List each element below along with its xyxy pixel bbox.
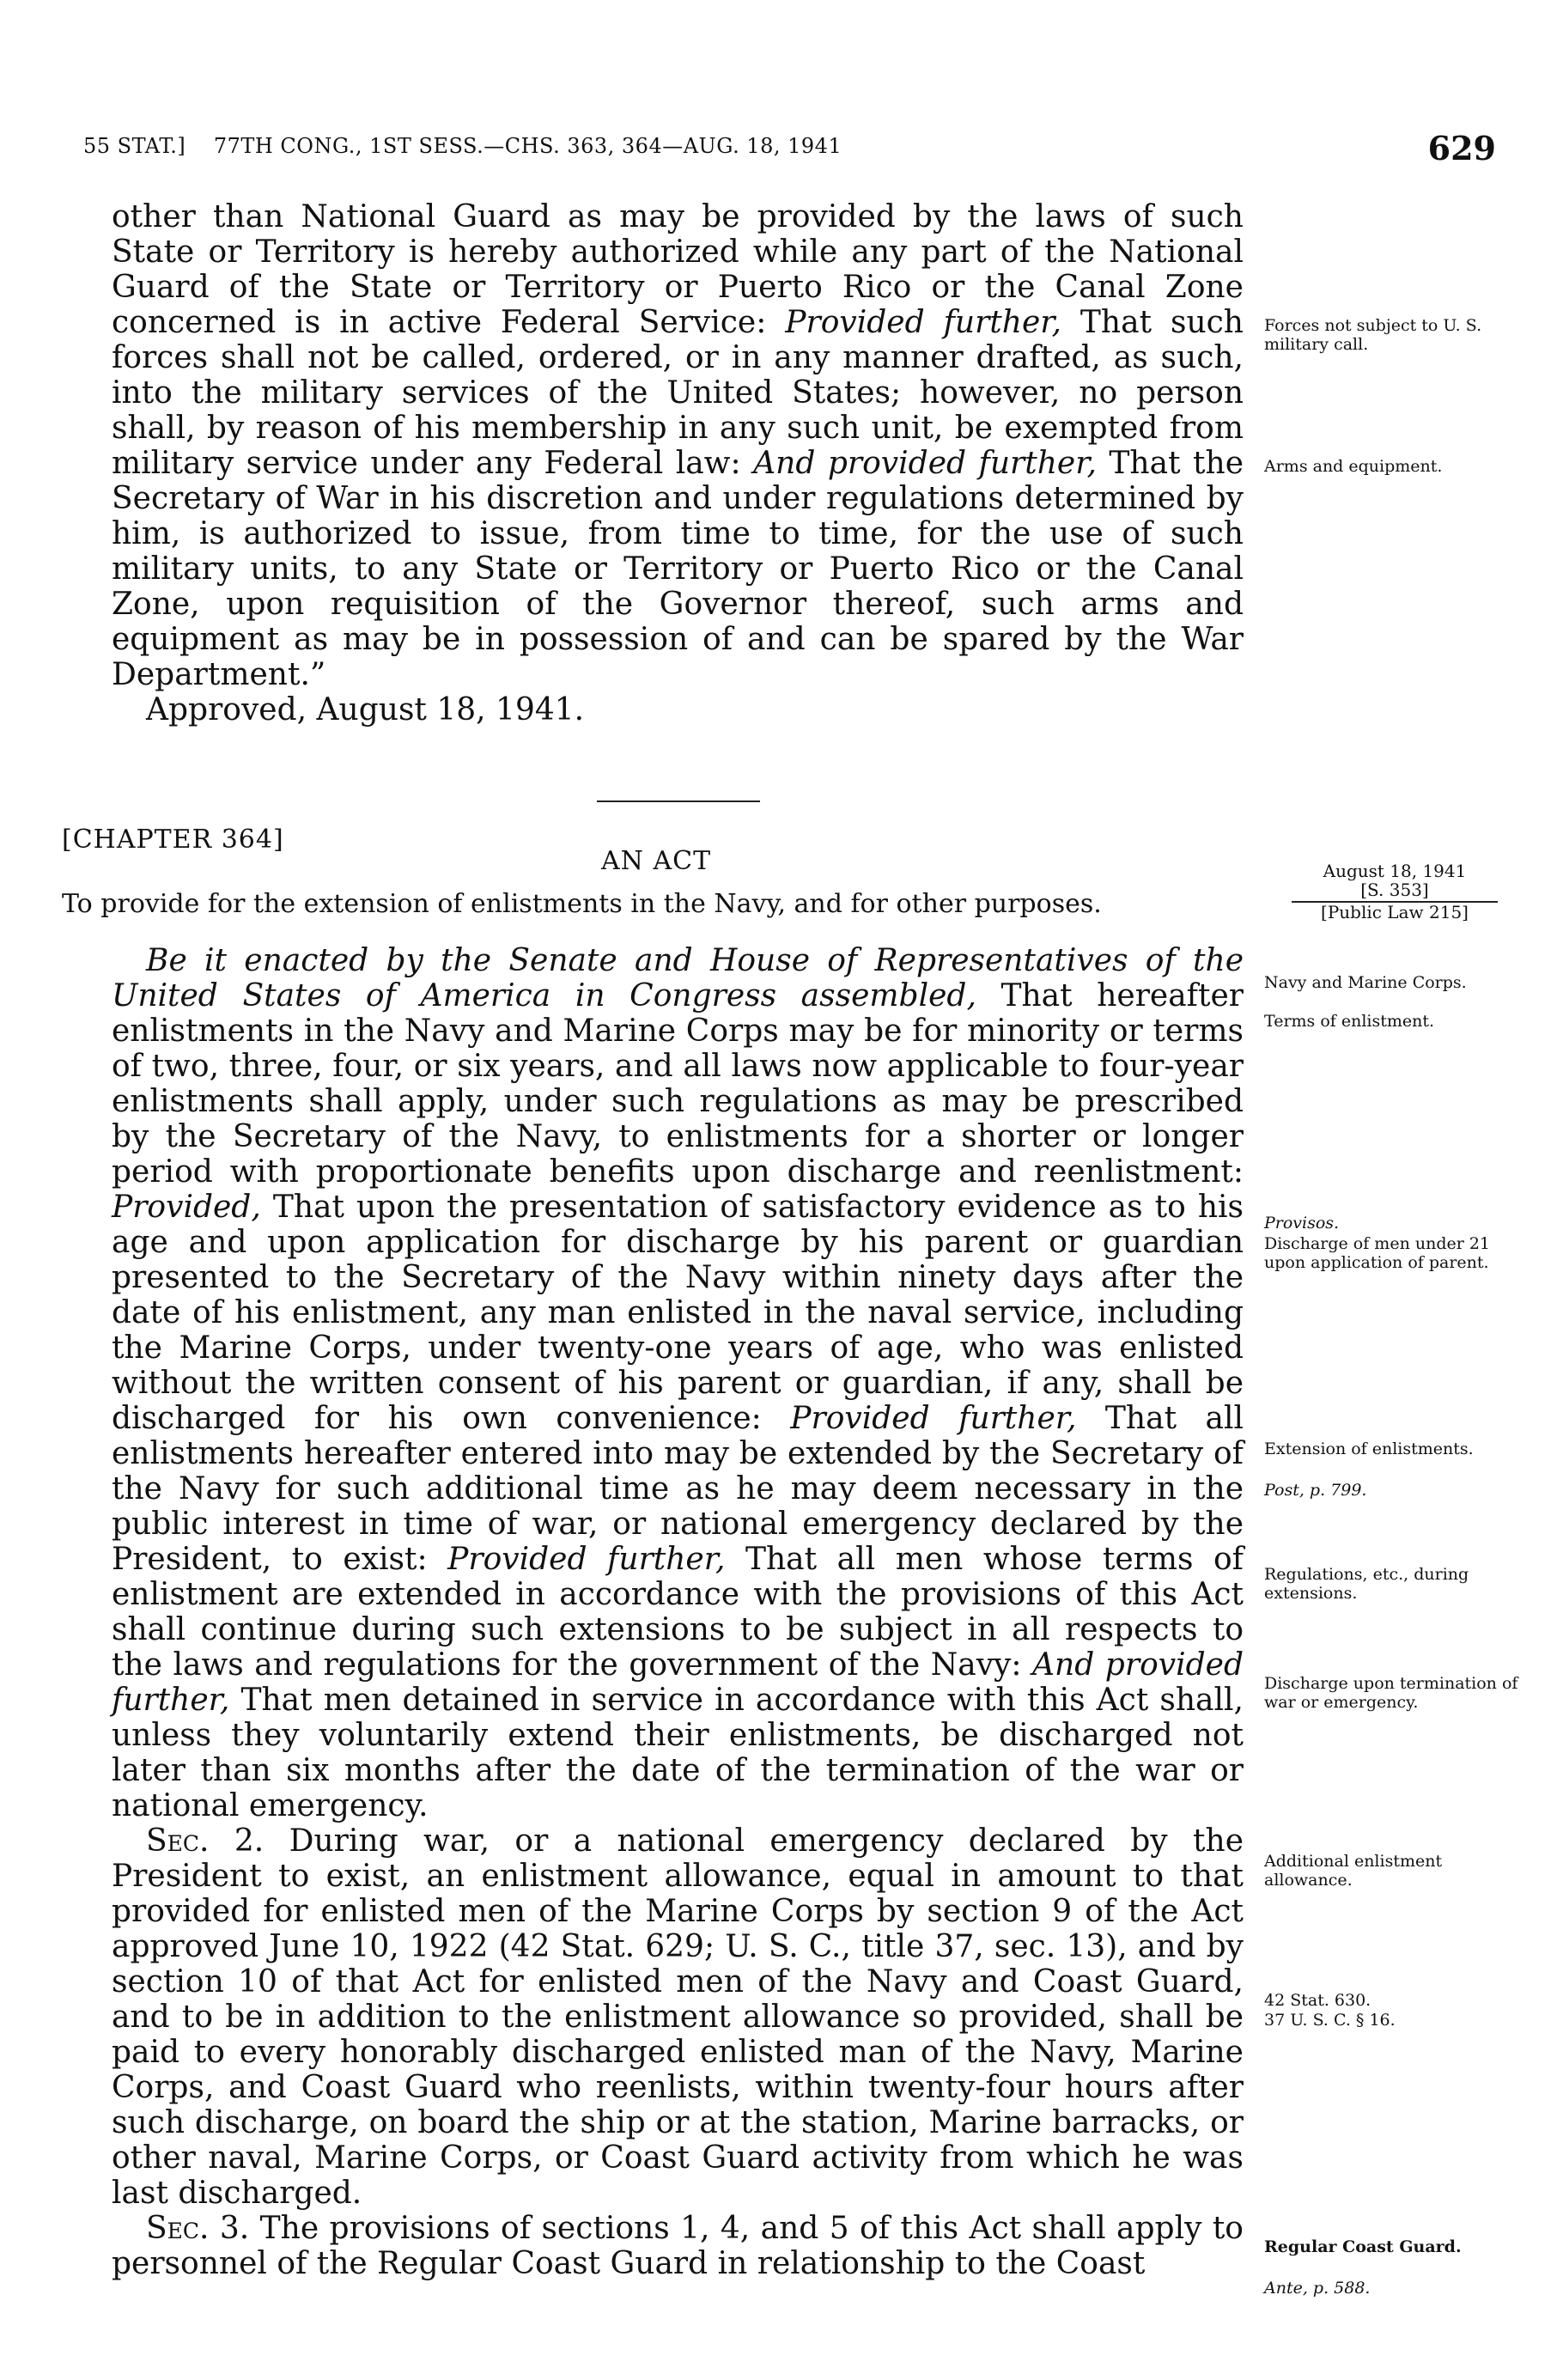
act-title: AN ACT: [601, 846, 712, 876]
continuation-paragraph: other than National Guard as may be provided by the laws of such State or Territory is hereby authorized while any part of the National Guard of the State or Territory or Puerto Rico or the Canal Zone concerned is in active Federal Service: Provided further, That such forces shall not be called, ordered, or in any manner drafted, as such, into the military services of the United States; however, no person shall, by reason of his membership in any such unit, be exempted from military service under any Federal law: And provided further, That the Secretary of War in his discretion and under regulations determined by him, is authorized to issue, from time to time, for the use of such military units, to any State or Territory or Puerto Rico or the Canal Zone, upon requisition of the Governor thereof, such arms and equipment as may be in possession of and can be spared by the War Department.”: [112, 199, 1244, 692]
enactment-date: August 18, 1941: [1323, 861, 1467, 881]
approved-line: Approved, August 18, 1941.: [146, 692, 585, 727]
note-extension: Extension of enlistments.: [1264, 1440, 1474, 1458]
section-2: Sec. 2. During war, or a national emergency declared by the President to exist, an enlistment allowance, equal in amount to that provided for enlisted men of the Marine Corps by section 9 of the Act approved June 10, 1922 (42 Stat. 629; U. S. C., title 37, sec. 13), and by section 10 of that Act for enlisted men of the Navy and Coast Guard, and to be in addition to the enlistment allowance so provided, shall be paid to every honorably discharged enlisted man of the Navy, Marine Corps, and Coast Guard who reenlists, within twenty-four hours after such discharge, on board the ship or at the station, Marine barracks, or other naval, Marine Corps, or Coast Guard activity from which he was last discharged.: [112, 1823, 1244, 2211]
bill-number: [S. 353]: [1360, 880, 1429, 900]
note-terms: Terms of enlistment.: [1264, 1012, 1435, 1031]
note-regulations: Regulations, etc., during extensions.: [1264, 1565, 1469, 1603]
note-navy: Navy and Marine Corps.: [1264, 973, 1467, 992]
note-regular-cg: Regular Coast Guard.: [1264, 2237, 1462, 2256]
page-number: 629: [1427, 129, 1496, 167]
note-ante: Ante, p. 588.: [1264, 2279, 1371, 2298]
note-allowance: Additional enlistment allowance.: [1264, 1852, 1443, 1890]
act-purpose: To provide for the extension of enlistments in the Navy, and for other purposes.: [62, 889, 1102, 919]
chapter-label: [CHAPTER 364]: [62, 825, 284, 855]
note-stat: 42 Stat. 630.: [1264, 1991, 1371, 2010]
running-header: [83, 129, 1496, 172]
note-post: Post, p. 799.: [1264, 1481, 1367, 1500]
continuation-text: [112, 199, 1244, 727]
note-provisos: Provisos.: [1264, 1214, 1340, 1233]
public-law: [Public Law 215]: [1292, 901, 1498, 922]
section-1: Be it enacted by the Senate and House of Representatives of the United States of America in Congress assembled, That hereafter enlistments in the Navy and Marine Corps may be for minority or terms of two, three, four, or six years, and all laws now applicable to four-year enlistments shall apply, under such regulations as may be prescribed by the Secretary of the Navy, to enlistments for a shorter or longer period with proportionate benefits upon discharge and reenlistment: Provided, That upon the presentation of satisfactory evidence as to his age and upon application for discharge by his parent or guardian presented to the Secretary of the Navy within ninety days after the date of his enlistment, any man enlisted in the naval service, including the Marine Corps, under twenty-one years of age, who was enlisted without the written consent of his parent or guardian, if any, shall be discharged for his own convenience: Provided further, That all enlistments hereafter entered into may be extended by the Secretary of the Navy for such additional time as he may deem necessary in the public interest in time of war, or national emergency declared by the President, to exist: Provided further, That all men whose terms of enlistment are extended in accordance with the provisions of this Act shall continue during such extensions to be subject in all respects to the laws and regulations for the government of the Navy: And provided further, That men detained in service in accordance with this Act shall, unless they voluntarily extend their enlistments, be discharged not later than six months after the date of the termination of the war or national emergency.: [112, 943, 1244, 1823]
act-body: [112, 943, 1244, 2281]
note-arms: Arms and equipment.: [1264, 457, 1443, 476]
header-citation: 55 STAT.] 77TH CONG., 1ST SESS.—CHS. 363, 364—AUG. 18, 1941: [83, 134, 842, 158]
enactment-info: [1292, 861, 1498, 922]
note-forces: Forces not subject to U. S. military call.: [1264, 316, 1482, 354]
note-discharge-minor: Discharge of men under 21 upon application of parent.: [1264, 1234, 1491, 1272]
note-discharge-war: Discharge upon termination of war or emergency.: [1264, 1674, 1518, 1712]
note-usc: 37 U. S. C. § 16.: [1264, 2011, 1396, 2030]
section-3: Sec. 3. The provisions of sections 1, 4, and 5 of this Act shall apply to personnel of the Regular Coast Guard in relationship to the Coast: [112, 2211, 1244, 2281]
section-divider: [597, 800, 760, 802]
